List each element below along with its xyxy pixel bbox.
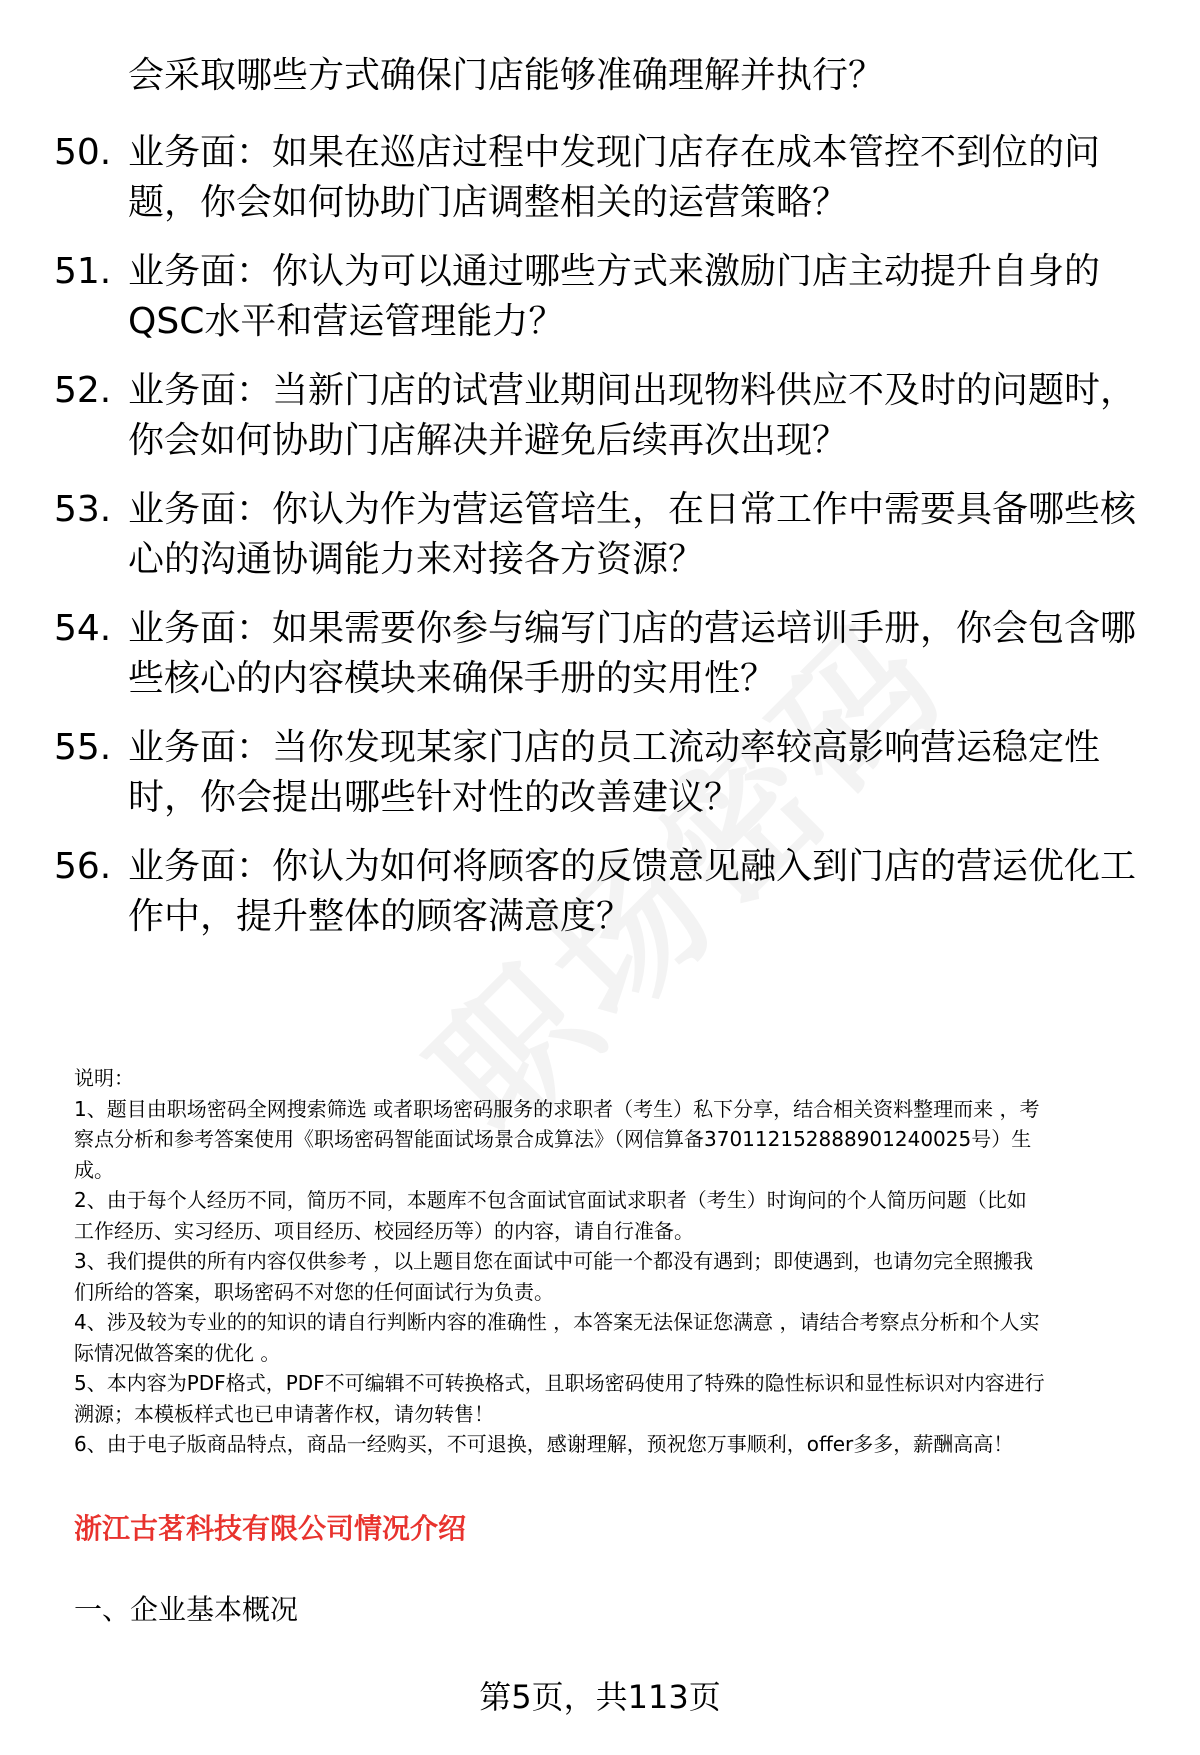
question-line: 业务面：当你发现某家门店的员工流动率较高影响营运稳定性 bbox=[128, 727, 1101, 768]
notes-line: 溯源；本模板样式也已申请著作权，请勿转售！ bbox=[74, 1401, 494, 1426]
notes-line: 察点分析和参考答案使用《职场密码智能面试场景合成算法》（网信算备370112152888901240025号）生 bbox=[74, 1127, 1032, 1151]
notes-line: 工作经历、实习经历、项目经历、校园经历等）的内容，请自行准备。 bbox=[74, 1218, 694, 1243]
company-title: 浙江古茗科技有限公司情况介绍 bbox=[74, 1512, 467, 1545]
question-line: 业务面：如果需要你参与编写门店的营运培训手册，你会包含哪 bbox=[128, 608, 1137, 649]
section-heading: 一、企业基本概况 bbox=[74, 1593, 299, 1626]
question-number: 52. bbox=[54, 370, 112, 411]
question-line: 业务面：你认为可以通过哪些方式来激励门店主动提升自身的 bbox=[128, 251, 1101, 292]
notes-line: 4、涉及较为专业的的知识的请自行判断内容的准确性 ，本答案无法保证您满意 ，请结合考察点分析和个人实 bbox=[74, 1310, 1040, 1334]
notes-line: 际情况做答案的优化 。 bbox=[74, 1340, 281, 1365]
question-number: 51. bbox=[54, 251, 112, 292]
notes-line: 1、题目由职场密码全网搜索筛选 或者职场密码服务的求职者（考生）私下分享，结合相关资料整理而来 ，考 bbox=[74, 1096, 1040, 1121]
notes-line: 2、由于每个人经历不同，简历不同，本题库不包含面试官面试求职者（考生）时询问的个人简历问题（比如 bbox=[74, 1188, 1027, 1212]
notes-line: 们所给的答案，职场密码不对您的任何面试行为负责。 bbox=[74, 1279, 554, 1304]
question-text bbox=[128, 485, 1148, 585]
notes-line: 3、我们提供的所有内容仅供参考 ，以上题目您在面试中可能一个都没有遇到；即使遇到，也请勿完全照搬我 bbox=[74, 1249, 1034, 1273]
question-number: 50. bbox=[54, 132, 112, 173]
question-text bbox=[128, 604, 1148, 704]
notes-line: 成。 bbox=[74, 1157, 114, 1182]
notes-heading: 说明： bbox=[74, 1066, 134, 1090]
question-number: 55. bbox=[54, 727, 112, 768]
question-line: 业务面：你认为作为营运管培生，在日常工作中需要具备哪些核 bbox=[128, 489, 1137, 530]
question-text bbox=[128, 366, 1148, 466]
question-line: 你会如何协助门店解决并避免后续再次出现？ bbox=[128, 420, 849, 461]
question-number: 53. bbox=[54, 489, 112, 530]
question-number: 54. bbox=[54, 608, 112, 649]
question-line: 业务面：如果在巡店过程中发现门店存在成本管控不到位的问 bbox=[128, 132, 1101, 173]
question-text bbox=[128, 247, 1148, 347]
question-line: 心的沟通协调能力来对接各方资源？ bbox=[128, 539, 705, 580]
question-line: 时，你会提出哪些针对性的改善建议？ bbox=[128, 777, 741, 818]
question-line: 些核心的内容模块来确保手册的实用性？ bbox=[128, 658, 777, 699]
page-footer: 第5页，共113页 bbox=[479, 1678, 721, 1716]
question-text bbox=[128, 723, 1148, 823]
question-text bbox=[128, 128, 1148, 228]
question-number: 56. bbox=[54, 846, 112, 887]
question-line: QSC水平和营运管理能力？ bbox=[128, 301, 565, 342]
notes-line: 6、由于电子版商品特点，商品一经购买，不可退换，感谢理解，预祝您万事顺利，offer多多，薪酬高高！ bbox=[74, 1432, 1014, 1456]
question-text bbox=[128, 842, 1148, 942]
question-line: 业务面：你认为如何将顾客的反馈意见融入到门店的营运优化工 bbox=[128, 846, 1137, 887]
disclaimer-notes bbox=[74, 1063, 1164, 1460]
question-line: 题，你会如何协助门店调整相关的运营策略？ bbox=[128, 182, 849, 223]
question-line: 作中，提升整体的顾客满意度？ bbox=[128, 896, 633, 937]
question-continuation: 会采取哪些方式确保门店能够准确理解并执行？ bbox=[128, 55, 885, 96]
question-line: 业务面：当新门店的试营业期间出现物料供应不及时的问题时， bbox=[128, 370, 1137, 411]
notes-line: 5、本内容为PDF格式，PDF不可编辑不可转换格式，且职场密码使用了特殊的隐性标识和显性标识对内容进行 bbox=[74, 1371, 1045, 1395]
